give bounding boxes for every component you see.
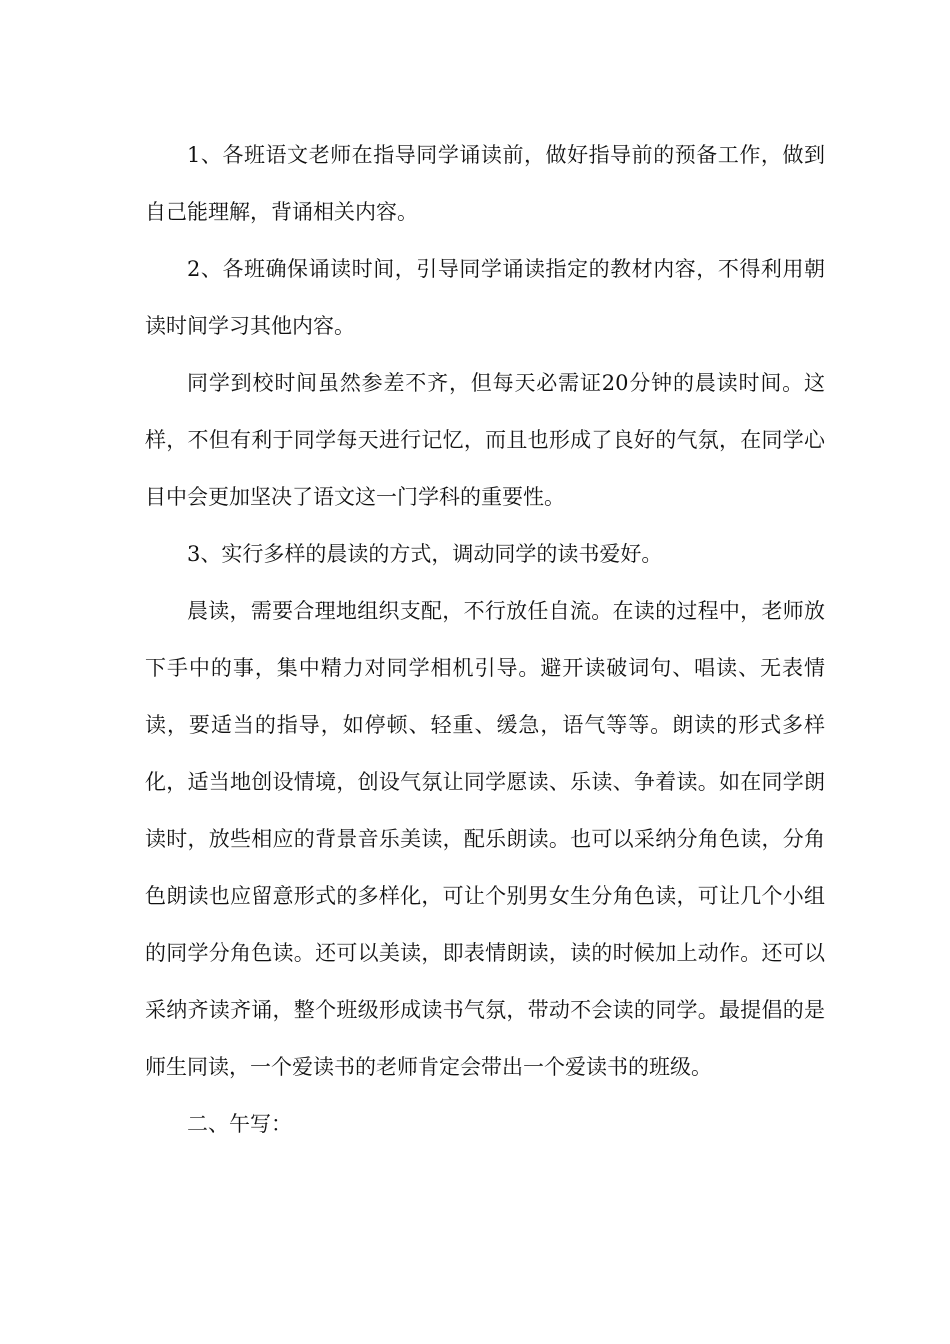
document-body [145, 127, 825, 1153]
paragraph-reading-methods: 3、实行多样的晨读的方式，调动同学的读书爱好。 [187, 542, 663, 566]
paragraph-morning-reading-duration: 同学到校时间虽然参差不齐，但每天必需证20分钟的晨读时间。这样，不但有利于同学每天进行记忆，而且也形成了良好的气氛，在同学心目中会更加坚决了语文这一门学科的重要性。 [145, 371, 825, 509]
paragraph-reading-guidance: 晨读，需要合理地组织支配，不行放任自流。在读的过程中，老师放下手中的事，集中精力对同学相机引导。避开读破词句、唱读、无表情读，要适当的指导，如停顿、轻重、缓急，语气等等。朗读的形式多样化，适当地创设情境，创设气氛让同学愿读、乐读、争着读。如在同学朗读时，放些相应的背景音乐美读，配乐朗读。也可以采纳分角色读，分角色朗读也应留意形式的多样化，可让个别男女生分角色读，可让几个小组的同学分角色读。还可以美读，即表情朗读，读的时候加上动作。还可以采纳齐读齐诵，整个班级形成读书气氛，带动不会读的同学。最提倡的是师生同读，一个爱读书的老师肯定会带出一个爱读书的班级。 [145, 599, 825, 1079]
paragraph-reading-time: 2、各班确保诵读时间，引导同学诵读指定的教材内容，不得利用朝读时间学习其他内容。 [145, 257, 825, 338]
section-heading-noon-writing: 二、午写： [187, 1112, 292, 1136]
paragraph-teacher-preparation: 1、各班语文老师在指导同学诵读前，做好指导前的预备工作，做到自己能理解，背诵相关内容。 [145, 143, 825, 224]
